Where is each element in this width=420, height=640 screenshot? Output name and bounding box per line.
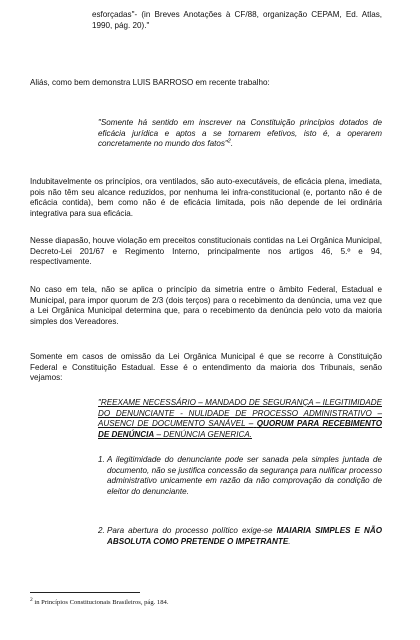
list-item-text: A ilegitimidade do denunciante pode ser sanada pela simples juntada de documento, não se justifica concessão da segurança para nulificar processo administrativo unicamente em razão da não comprovação da condição de eleitor do denunciante. <box>107 455 382 496</box>
ruling-list-item-2 <box>98 526 382 547</box>
footnote-separator <box>30 592 140 593</box>
footnote <box>30 596 169 607</box>
ruling-title-text: "REEXAME NECESSÁRIO – MANDADO DE SEGURANÇA – ILEGITIMIDADE DO DENUNCIANTE - NULIDADE DE PROCESSO ADMINISTRATIVO – AUSENCI DE DOCUMENTO SANÁVEL – <box>98 398 382 429</box>
violation-paragraph: Nesse diapasão, houve violação em preceitos constitucionais contidas na Lei Orgânica Municipal, Decreto-Lei 201/67 e Regimento Interno, principalmente nos artigos 46, 5.º e 94, respectivamente. <box>30 236 382 267</box>
efficacy-paragraph: Indubitavelmente os princípios, ora ventilados, são auto-executáveis, de eficácia plena, imediata, pois não têm seu alcance reduzidos, por nenhuma lei infra-constitucional (e, portanto não é de eficácia contida), bem como não é de eficácia limitada, pois não depende de lei ordinária integrativa para sua eficácia. <box>30 177 382 218</box>
ruling-title-bold: QUORUM PARA RECEBIMENTO DE DENÚNCIA <box>98 419 382 439</box>
ruling-title <box>98 398 382 440</box>
omission-paragraph: Somente em casos de omissão da Lei Orgânica Municipal é que se recorre à Constituição Federal e Constituição Estadual. Esse é o entendimento da maioria dos Tribunais, senão vejamos: <box>30 352 382 383</box>
list-number: 2. <box>98 526 105 535</box>
ruling-title-end: – DENÚNCIA GENERICA. <box>156 429 252 439</box>
list-number: 1. <box>98 455 105 464</box>
list-item-bold-text: MAIARIA SIMPLES E NÃO ABSOLUTA COMO PRETENDE O IMPETRANTE <box>107 526 382 546</box>
footnote-reference[interactable]: 2 <box>227 138 231 145</box>
ruling-list-item-1 <box>98 455 382 497</box>
footnote-number: 2 <box>30 596 33 603</box>
barroso-quote: "Somente há sentido em inscrever na Constituição princípios dotados de eficácia jurídica e aptos a se tornarem efetivos, isto é, a operarem concretamente no mundo dos fatos"$^2$. <box>98 118 382 149</box>
intro-barroso-paragraph: Aliás, como bem demonstra LUIS BARROSO em recente trabalho: <box>30 78 270 87</box>
barroso-quote-text: "Somente há sentido em inscrever na Constituição princípios dotados de eficácia jurídica e aptos a se tornarem efetivos, isto é, a operarem concretamente no mundo dos fatos" <box>98 118 382 149</box>
symmetry-paragraph: No caso em tela, não se aplica o princípio da simetria entre o âmbito Federal, Estadual e Municipal, para impor quorum de 2/3 (dois terços) para o recebimento da denúncia, uma vez que a Lei Orgânica Municipal determina que, para o recebimento da denúncia pelo voto da maioria simples dos Vereadores. <box>30 285 382 326</box>
list-item-text-end: . <box>288 536 291 546</box>
quote-end-paragraph: esforçadas"- (in Breves Anotações à CF/88, organização CEPAM, Ed. Atlas, 1990, pág. 20)." <box>92 10 382 30</box>
list-item-text: Para abertura do processo político exige-se <box>107 526 273 535</box>
footnote-text: in Princípios Constitucionais Brasileiros, pág. 184. <box>34 599 169 606</box>
